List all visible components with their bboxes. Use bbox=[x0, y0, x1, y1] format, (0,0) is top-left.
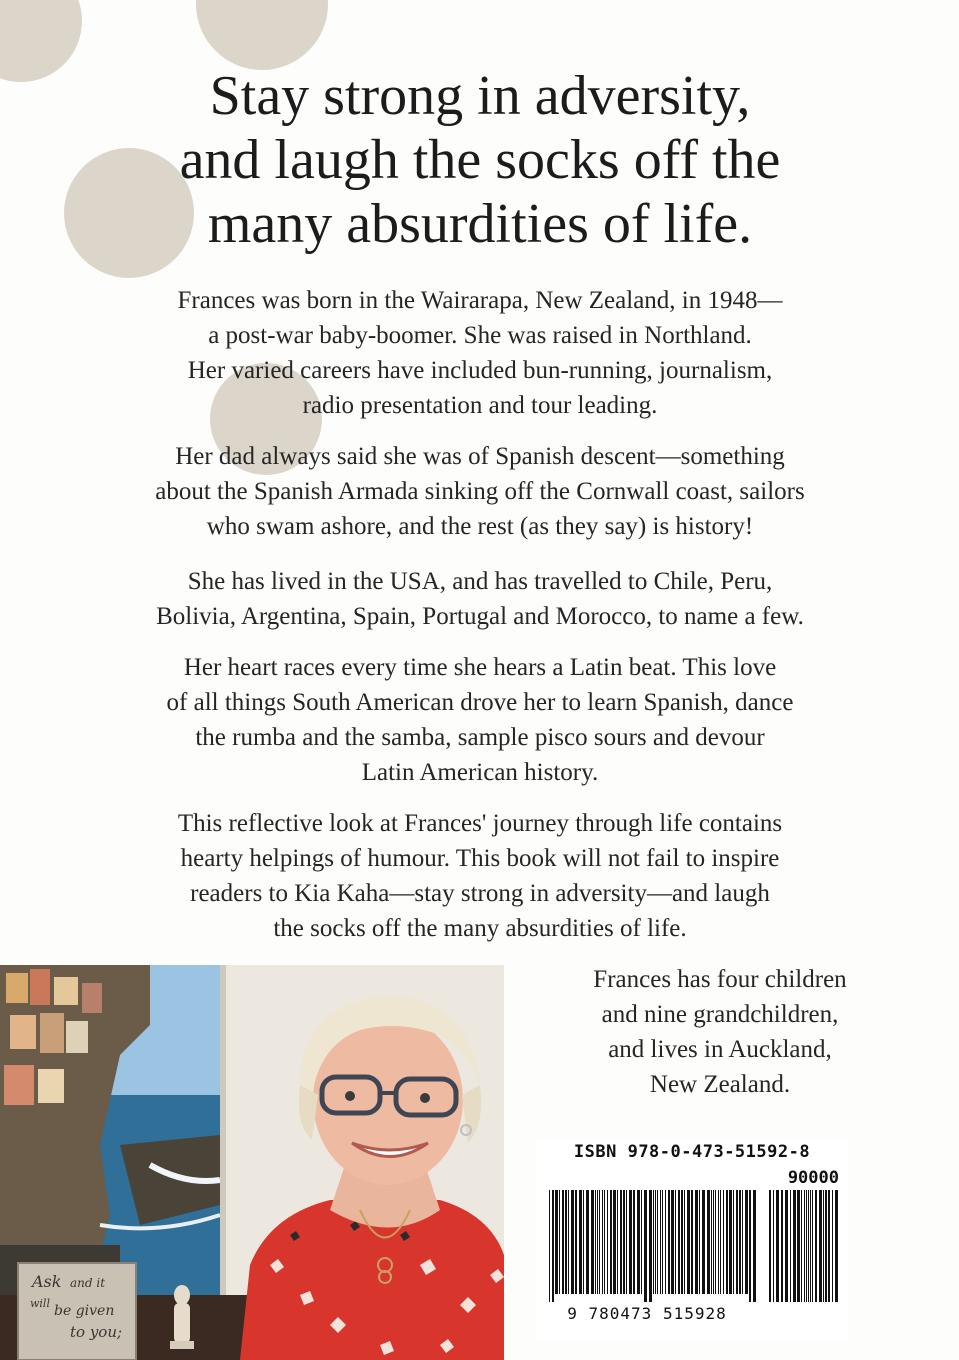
text-line: hearty helpings of humour. This book will not fail to inspire bbox=[180, 845, 780, 872]
text-line: Frances was born in the Wairarapa, New Zealand, in 1948— bbox=[177, 287, 783, 314]
barcode-bar bbox=[753, 1190, 756, 1302]
text-line: Her heart races every time she hears a Latin beat. This love bbox=[183, 654, 777, 681]
paragraph-travel bbox=[60, 564, 900, 634]
barcode-bar bbox=[702, 1190, 705, 1294]
text-line: radio presentation and tour leading. bbox=[302, 392, 658, 419]
barcode-bar bbox=[629, 1190, 632, 1294]
text-line: This reflective look at Frances' journey through life contains bbox=[177, 810, 783, 837]
barcode-bar bbox=[571, 1190, 574, 1294]
text-line: of all things South American drove her to learn Spanish, dance bbox=[166, 689, 794, 716]
barcode-bar bbox=[819, 1190, 822, 1302]
author-photo bbox=[0, 965, 504, 1360]
barcode-bar bbox=[607, 1190, 608, 1294]
barcode-bar bbox=[793, 1190, 796, 1302]
barcode-bar bbox=[595, 1190, 596, 1294]
text-line: a post-war baby-boomer. She was raised in Northland. bbox=[208, 322, 752, 349]
barcode-bar bbox=[591, 1190, 594, 1294]
text-line: Frances has four children bbox=[593, 966, 847, 993]
headline-line: Stay strong in adversity, bbox=[209, 65, 751, 127]
barcode-bar bbox=[644, 1190, 647, 1302]
barcode-bar bbox=[681, 1190, 683, 1294]
price-code: 90000 bbox=[787, 1168, 839, 1188]
text-line: and lives in Auckland, bbox=[608, 1036, 832, 1063]
author-photo-illustration bbox=[0, 965, 504, 1360]
barcode-bar bbox=[691, 1190, 693, 1294]
barcode-bar bbox=[828, 1190, 830, 1302]
barcode-bar bbox=[713, 1190, 714, 1294]
barcode-bar bbox=[797, 1190, 800, 1302]
barcode-bar bbox=[823, 1190, 824, 1302]
barcode-bar bbox=[653, 1190, 654, 1294]
barcode-bar bbox=[620, 1190, 622, 1294]
barcode-bar bbox=[749, 1190, 751, 1302]
barcode-bar bbox=[637, 1190, 640, 1294]
barcode-bar bbox=[812, 1190, 813, 1302]
barcode-bar bbox=[649, 1190, 652, 1302]
barcode-bar bbox=[835, 1190, 838, 1302]
barcode-bar bbox=[790, 1190, 791, 1302]
barcode-bar bbox=[739, 1190, 741, 1294]
barcode-bar bbox=[832, 1190, 833, 1302]
headline-line: and laugh the socks off the bbox=[179, 129, 781, 191]
isbn-barcode bbox=[537, 1140, 847, 1340]
barcode-bar bbox=[723, 1190, 724, 1294]
barcode-bar bbox=[604, 1190, 605, 1294]
barcode-bar bbox=[562, 1190, 564, 1294]
sign-text: be given bbox=[54, 1303, 115, 1319]
barcode-bar bbox=[668, 1190, 670, 1294]
text-line: the socks off the many absurdities of life. bbox=[273, 915, 687, 942]
paragraph-summary bbox=[60, 806, 900, 946]
text-line: about the Spanish Armada sinking off the Cornwall coast, sailors bbox=[155, 478, 805, 505]
barcode-bar bbox=[684, 1190, 685, 1294]
text-line: Latin American history. bbox=[361, 759, 599, 786]
barcode-bar bbox=[715, 1190, 716, 1294]
text-line: readers to Kia Kaha—stay strong in adversity—and laugh bbox=[190, 880, 770, 907]
barcode-bar bbox=[586, 1190, 589, 1294]
barcode-bar bbox=[810, 1190, 811, 1302]
barcode-bar bbox=[549, 1190, 550, 1302]
barcode-bar bbox=[773, 1190, 774, 1302]
text-line: Her varied careers have included bun-running, journalism, bbox=[187, 357, 773, 384]
barcode-bar bbox=[699, 1190, 700, 1294]
barcode-bar bbox=[806, 1190, 807, 1302]
barcode-bar bbox=[726, 1190, 728, 1294]
barcode-bar bbox=[711, 1190, 712, 1294]
barcode-bar bbox=[736, 1190, 738, 1294]
paragraph-family bbox=[510, 962, 930, 1102]
barcode-bar bbox=[678, 1190, 680, 1294]
barcode-bar bbox=[599, 1190, 600, 1294]
barcode-bar bbox=[687, 1190, 690, 1294]
barcode-bar bbox=[745, 1190, 748, 1294]
barcode-bar bbox=[675, 1190, 676, 1294]
text-line: and nine grandchildren, bbox=[601, 1001, 839, 1028]
text-line: Her dad always said she was of Spanish descent—something bbox=[175, 443, 785, 470]
barcode-bar bbox=[785, 1190, 788, 1302]
barcode-bar bbox=[583, 1190, 584, 1294]
barcode-bar bbox=[555, 1190, 558, 1294]
text-line: Bolivia, Argentina, Spain, Portugal and Morocco, to name a few. bbox=[156, 603, 804, 630]
sign-text: will bbox=[30, 1297, 50, 1310]
barcode-bar bbox=[657, 1190, 658, 1294]
barcode-bar bbox=[825, 1190, 827, 1302]
barcode-bar bbox=[665, 1190, 666, 1294]
barcode-bar bbox=[626, 1190, 627, 1294]
barcode-bar bbox=[671, 1190, 674, 1294]
barcode-bar bbox=[660, 1190, 661, 1294]
barcode-bar bbox=[602, 1190, 603, 1294]
isbn-label: ISBN 978-0-473-51592-8 bbox=[573, 1142, 811, 1162]
barcode-bar bbox=[718, 1190, 719, 1294]
text-line: New Zealand. bbox=[649, 1071, 791, 1098]
paragraph-latin bbox=[60, 650, 900, 790]
barcode-bar bbox=[575, 1190, 577, 1294]
barcode-bar bbox=[695, 1190, 698, 1294]
barcode-bar bbox=[662, 1190, 663, 1294]
barcode-digits: 9 780473 515928 bbox=[567, 1304, 727, 1323]
paragraph-birth bbox=[60, 283, 900, 423]
barcode-bar bbox=[720, 1190, 721, 1294]
barcode-bar bbox=[781, 1190, 783, 1302]
statuette bbox=[174, 1285, 190, 1305]
barcode-bar bbox=[610, 1190, 612, 1294]
barcode-bar bbox=[742, 1190, 743, 1294]
barcode-bar bbox=[776, 1190, 779, 1302]
barcode-bar bbox=[597, 1190, 598, 1294]
barcode-bar bbox=[613, 1190, 616, 1294]
barcode-bar bbox=[808, 1190, 809, 1302]
barcode-bars bbox=[549, 1190, 839, 1302]
sign-text: to you; bbox=[70, 1323, 123, 1341]
barcode-bar bbox=[641, 1190, 642, 1294]
barcode-bar bbox=[655, 1190, 656, 1294]
barcode-bar bbox=[769, 1190, 771, 1302]
text-line: the rumba and the samba, sample pisco sours and devour bbox=[195, 724, 765, 751]
headline-line: many absurdities of life. bbox=[207, 193, 753, 255]
paragraph-descent bbox=[60, 439, 900, 544]
barcode-bar bbox=[559, 1190, 560, 1294]
barcode-bar bbox=[568, 1190, 569, 1294]
barcode-bar bbox=[617, 1190, 618, 1294]
text-line: She has lived in the USA, and has travelled to Chile, Peru, bbox=[187, 568, 773, 595]
barcode-bar bbox=[729, 1190, 732, 1294]
barcode-bar bbox=[633, 1190, 635, 1294]
barcode-bar bbox=[707, 1190, 710, 1294]
sign-text: Ask bbox=[32, 1272, 62, 1291]
barcode-bar bbox=[804, 1190, 805, 1302]
barcode-bar bbox=[733, 1190, 734, 1294]
headline bbox=[60, 64, 900, 256]
text-line: who swam ashore, and the rest (as they say) is history! bbox=[206, 513, 754, 540]
barcode-bar bbox=[579, 1190, 582, 1294]
sign-text: and it bbox=[70, 1276, 106, 1290]
barcode-bar bbox=[565, 1190, 567, 1294]
decorative-dot bbox=[196, 0, 328, 70]
barcode-bar bbox=[552, 1190, 554, 1302]
barcode-bar bbox=[801, 1190, 802, 1302]
barcode-bar bbox=[815, 1190, 817, 1302]
barcode-bar bbox=[623, 1190, 625, 1294]
